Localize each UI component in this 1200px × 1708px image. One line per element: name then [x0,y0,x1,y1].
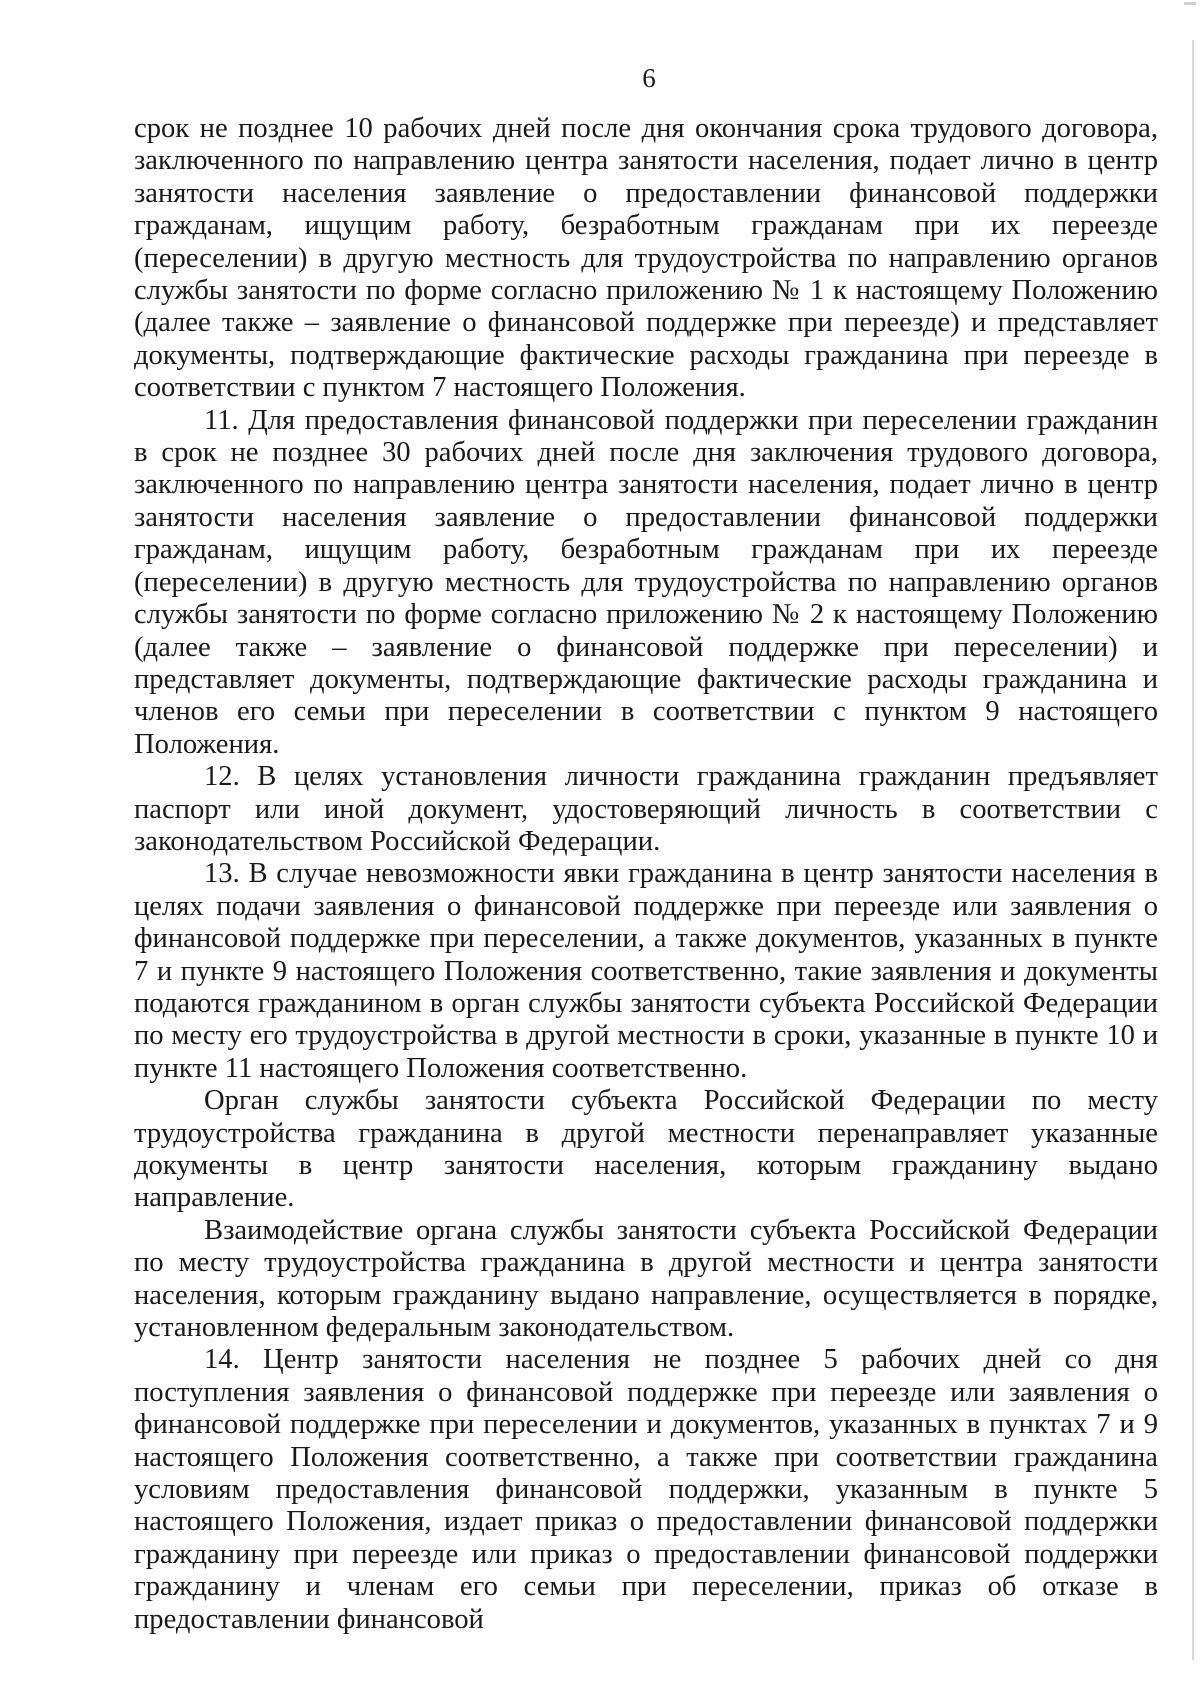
paragraph-continuation: срок не позднее 10 рабочих дней после дня окончания срока трудового договора, заключенного по направлению центра занятости населения, подает лично в центр занятости населения заявление о предоставлении финансовой поддержки гражданам, ищущим работу, безработным гражданам при их переезде (переселении) в другую местность для трудоустройства по направлению органов службы занятости по форме согласно приложению № 1 к настоящему Положению (далее также – заявление о финансовой поддержке при переезде) и представляет документы, подтверждающие фактические расходы гражданина при переезде в соответствии с пунктом 7 настоящего Положения. [134,113,1158,404]
paragraph-item-12: 12. В целях установления личности гражданина гражданин предъявляет паспорт или иной документ, удостоверяющий личность в соответствии с законодательством Российской Федерации. [134,761,1158,857]
scan-edge-mark [1184,2,1196,5]
paragraph-item-11: 11. Для предоставления финансовой поддержки при переселении гражданин в срок не позднее 30 рабочих дней после дня заключения трудового договора, заключенного по направлению центра занятости населения, подает лично в центр занятости населения заявление о предоставлении финансовой поддержки гражданам, ищущим работу, безработным гражданам при их переезде (переселении) в другую местность для трудоустройства по направлению органов службы занятости по форме согласно приложению № 2 к настоящему Положению (далее также – заявление о финансовой поддержке при переселении) и представляет документы, подтверждающие фактические расходы гражданина и членов его семьи при переселении в соответствии с пунктом 9 настоящего Положения. [134,404,1158,760]
page-number: 6 [642,63,656,93]
scan-edge-line [1192,40,1194,1660]
paragraph-item-13: 13. В случае невозможности явки гражданина в центр занятости населения в целях подачи заявления о финансовой поддержке при переезде или заявления о финансовой поддержке при переселении, а также документов, указанных в пункте 7 и пункте 9 настоящего Положения соответственно, такие заявления и документы подаются гражданином в орган службы занятости субъекта Российской Федерации по месту его трудоустройства в другой местности в сроки, указанные в пункте 10 и пункте 11 настоящего Положения соответственно. [134,858,1158,1084]
document-body [134,113,1158,1636]
paragraph-item-14: 14. Центр занятости населения не позднее 5 рабочих дней со дня поступления заявления о финансовой поддержке при переезде или заявления о финансовой поддержке при переселении и документов, указанных в пунктах 7 и 9 настоящего Положения соответственно, а также при соответствии гражданина условиям предоставления финансовой поддержки, указанным в пункте 5 настоящего Положения, издает приказ о предоставлении финансовой поддержки гражданину при переезде или приказ о предоставлении финансовой поддержки гражданину и членам его семьи при переселении, приказ об отказе в предоставлении финансовой [134,1344,1158,1635]
paragraph-interaction: Взаимодействие органа службы занятости субъекта Российской Федерации по месту трудоустройства гражданина в другой местности и центра занятости населения, которым гражданину выдано направление, осуществляется в порядке, установленном федеральным законодательством. [134,1214,1158,1344]
paragraph-redirect: Орган службы занятости субъекта Российской Федерации по месту трудоустройства гражданина в другой местности перенаправляет указанные документы в центр занятости населения, которым гражданину выдано направление. [134,1085,1158,1214]
